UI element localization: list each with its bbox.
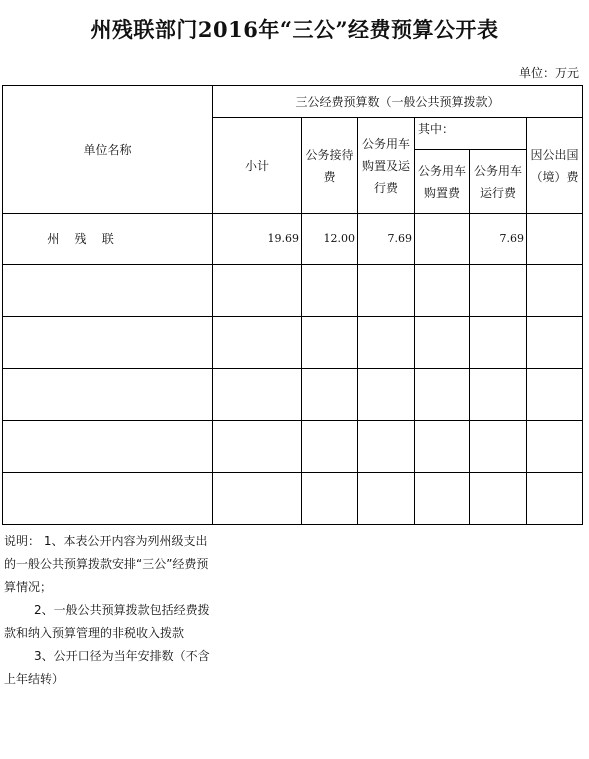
empty-cell xyxy=(415,369,470,421)
empty-cell xyxy=(302,421,358,473)
page-title: 州残联部门2016年“三公”经费预算公开表 xyxy=(90,17,499,42)
empty-cell xyxy=(527,317,583,369)
empty-cell xyxy=(415,421,470,473)
empty-row xyxy=(3,317,583,369)
header-overseas: 因公出国（境）费 xyxy=(527,118,583,214)
table-row xyxy=(3,214,583,265)
header-subtotal: 小计 xyxy=(213,118,302,214)
budget-table xyxy=(2,85,583,525)
empty-cell xyxy=(3,473,213,525)
note-3: 3、公开口径为当年安排数（不含上年结转） xyxy=(4,649,210,686)
empty-cell xyxy=(358,265,415,317)
row-overseas xyxy=(527,214,583,265)
empty-row xyxy=(3,265,583,317)
empty-cell xyxy=(3,317,213,369)
row-unit-name: 州 残 联 xyxy=(3,214,213,265)
empty-cell xyxy=(358,473,415,525)
row-vehicle-purchase xyxy=(415,214,470,265)
empty-cell xyxy=(415,473,470,525)
header-of-which: 其中： xyxy=(415,118,527,150)
row-vehicle: 7.69 xyxy=(358,214,415,265)
empty-cell xyxy=(470,265,527,317)
empty-cell xyxy=(213,317,302,369)
empty-cell xyxy=(470,473,527,525)
empty-cell xyxy=(302,265,358,317)
empty-cell xyxy=(302,317,358,369)
notes xyxy=(4,530,219,691)
empty-row xyxy=(3,473,583,525)
empty-row xyxy=(3,369,583,421)
empty-cell xyxy=(470,369,527,421)
empty-row xyxy=(3,421,583,473)
note-2: 2、一般公共预算拨款包括经费拨款和纳入预算管理的非税收入拨款 xyxy=(4,603,210,640)
empty-cell xyxy=(213,473,302,525)
header-group-title: 三公经费预算数（一般公共预算拨款） xyxy=(213,86,583,118)
empty-cell xyxy=(358,317,415,369)
empty-cell xyxy=(3,265,213,317)
empty-cell xyxy=(302,369,358,421)
empty-cell xyxy=(470,421,527,473)
row-reception: 12.00 xyxy=(302,214,358,265)
row-subtotal: 19.69 xyxy=(213,214,302,265)
empty-cell xyxy=(213,265,302,317)
header-reception: 公务接待费 xyxy=(302,118,358,214)
empty-cell xyxy=(470,317,527,369)
empty-cell xyxy=(302,473,358,525)
empty-cell xyxy=(415,317,470,369)
empty-cell xyxy=(3,369,213,421)
empty-cell xyxy=(415,265,470,317)
note-1: 说明： 1、本表公开内容为列州级支出的一般公共预算拨款安排“三公”经费预算情况； xyxy=(4,534,209,594)
header-vehicle: 公务用车购置及运行费 xyxy=(358,118,415,214)
empty-cell xyxy=(527,369,583,421)
empty-cell xyxy=(358,421,415,473)
header-vehicle-operation: 公务用车运行费 xyxy=(470,150,527,214)
empty-cell xyxy=(527,421,583,473)
empty-cell xyxy=(527,265,583,317)
empty-cell xyxy=(3,421,213,473)
header-unit-name: 单位名称 xyxy=(3,86,213,214)
empty-cell xyxy=(527,473,583,525)
row-vehicle-operation: 7.69 xyxy=(470,214,527,265)
header-vehicle-purchase: 公务用车购置费 xyxy=(415,150,470,214)
unit-label: 单位：万元 xyxy=(518,66,579,80)
empty-cell xyxy=(358,369,415,421)
empty-cell xyxy=(213,421,302,473)
empty-cell xyxy=(213,369,302,421)
